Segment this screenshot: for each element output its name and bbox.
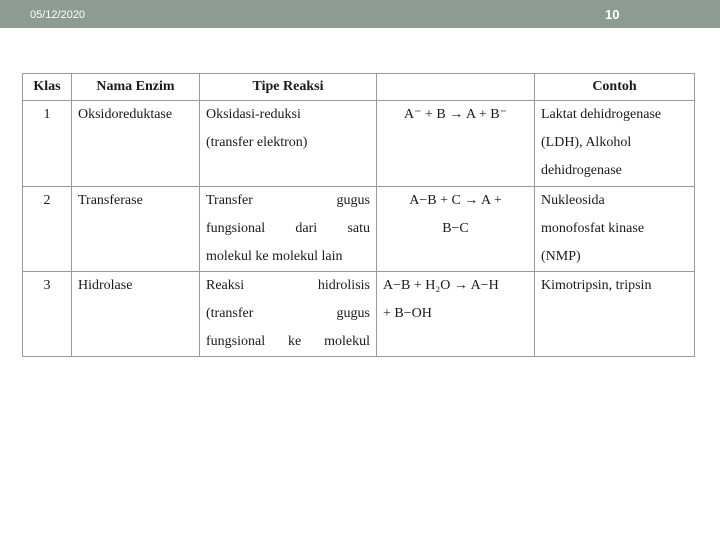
table-row [23,272,695,357]
cell-klas: 1 [23,101,72,187]
cell-line: Oksidasi-reduksi [206,107,301,122]
cell-line: (transfer gugus [206,306,370,321]
cell-line: (LDH), Alkohol [541,135,632,150]
cell-reaksi [377,272,535,357]
cell-line: Nukleosida [541,193,605,208]
table-header-row [23,74,695,101]
cell-tipe-reaksi [200,272,377,357]
cell-contoh [535,272,695,357]
cell-tipe-reaksi [200,101,377,187]
header-nama-enzim: Nama Enzim [72,74,200,101]
table-row [23,187,695,272]
cell-klas: 2 [23,187,72,272]
enzyme-class-table [22,73,695,357]
cell-line: A−B + C → A + [409,193,502,208]
cell-line: monofosfat kinase [541,221,645,236]
cell-reaksi [377,187,535,272]
table-row [23,101,695,187]
cell-nama-enzim: Transferase [72,187,200,272]
cell-klas: 3 [23,272,72,357]
cell-line: (NMP) [541,249,581,264]
cell-nama-enzim: Hidrolase [72,272,200,357]
header-klas: Klas [23,74,72,101]
slide-page-number: 10 [605,7,620,22]
cell-line: fungsional ke molekul [206,334,370,349]
cell-contoh [535,187,695,272]
cell-line: Reaksi hidrolisis [206,278,370,293]
cell-line: B−C [442,221,469,236]
cell-line: + B−OH [383,306,432,321]
cell-line: A−B + H₂O → A−H [383,278,499,293]
header-reaksi [377,74,535,101]
cell-tipe-reaksi [200,187,377,272]
cell-line: (transfer elektron) [206,135,308,150]
cell-line: molekul ke molekul lain [206,249,343,264]
header-contoh: Contoh [535,74,695,101]
header-tipe-reaksi: Tipe Reaksi [200,74,377,101]
cell-line: fungsional dari satu [206,221,370,236]
cell-nama-enzim: Oksidoreduktase [72,101,200,187]
cell-line: dehidrogenase [541,163,622,178]
cell-contoh [535,101,695,187]
cell-reaksi [377,101,535,187]
slide-date: 05/12/2020 [30,9,86,21]
cell-line: A⁻ + B → A + B⁻ [404,107,507,122]
cell-line: Laktat dehidrogenase [541,107,662,122]
header-bar [0,0,720,28]
cell-line: Kimotripsin, tripsin [541,278,652,293]
cell-line: Transfer gugus [206,193,370,208]
